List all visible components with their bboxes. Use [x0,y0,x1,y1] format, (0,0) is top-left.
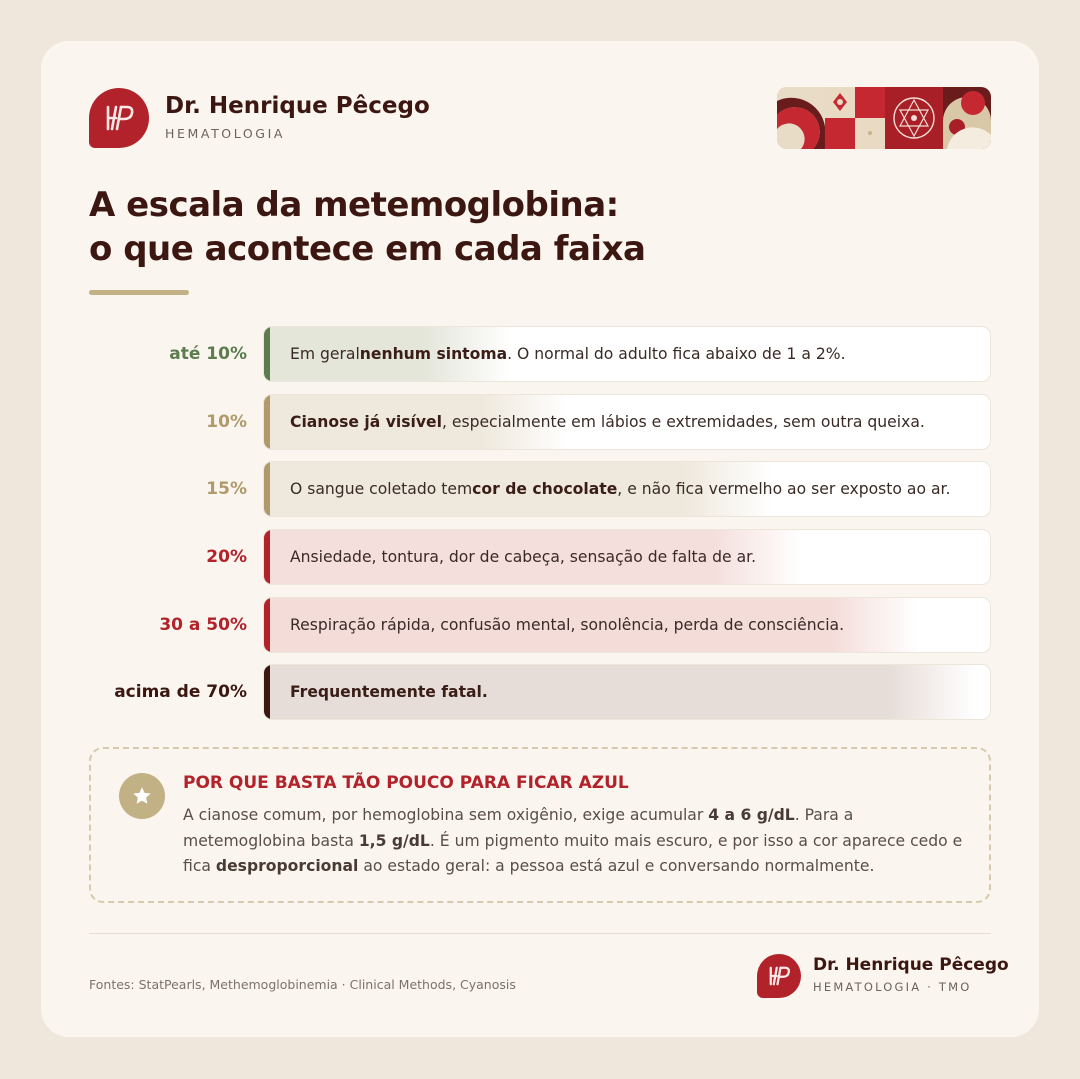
footer-divider [89,933,991,934]
scale-row-label: 20% [206,547,247,567]
footer-logo-icon [757,954,801,998]
scale-text-a: Respiração rápida, confusão mental, sonolência, perda de consciência. [290,616,845,634]
scale-row-description [263,664,991,720]
callout-title: POR QUE BASTA TÃO POUCO PARA FICAR AZUL [183,773,629,793]
scale-text-bold: Frequentemente fatal. [290,683,488,701]
scale-text-b: . O normal do adulto fica abaixo de 1 a 2%. [507,345,846,363]
callout-text-2: . Para a metemoglobina basta [183,806,854,850]
scale-row-label: 15% [206,479,247,499]
brand-name: Dr. Henrique Pêcego [165,93,430,119]
scale-row-label: 10% [206,412,247,432]
decorative-pattern [777,87,991,149]
title-line-1: A escala da metemoglobina: [89,185,619,225]
scale-row [89,664,991,720]
scale-row-label: até 10% [169,344,247,364]
scale-row-description [263,597,991,653]
logo-icon [89,88,149,148]
content-card [41,41,1039,1037]
callout-body [183,803,973,880]
scale-row-description [263,326,991,382]
brand-subtitle: HEMATOLOGIA [165,126,286,141]
scale-row-description [263,394,991,450]
callout-bold-1: 4 a 6 g/dL [708,806,795,824]
callout-bold-3: desproporcional [215,857,359,875]
scale-text-a: O sangue coletado tem [290,480,473,498]
scale-row-label: acima de 70% [114,682,247,702]
title-line-2: o que acontece em cada faixa [89,229,646,269]
title-underline [89,290,189,295]
callout-bold-2: 1,5 g/dL [358,831,430,850]
scale-row [89,597,991,653]
page-title [89,183,645,271]
callout-text-1: A cianose comum, por hemoglobina sem oxigênio, exige acumular [183,806,709,824]
scale-row-label: 30 a 50% [159,615,247,635]
scale-text-bold: Cianose já visível [290,413,442,431]
callout-text-3: . É um pigmento muito mais escuro, e por isso a cor aparece cedo e fica [183,831,963,875]
info-callout [89,747,991,903]
star-icon [119,773,165,819]
scale-text-bold: nenhum sintoma [359,345,508,363]
footer-brand-name: Dr. Henrique Pêcego [813,955,1009,975]
scale-row [89,461,991,517]
scale-row-description [263,529,991,585]
scale-row [89,529,991,585]
footer-brand-subtitle: HEMATOLOGIA · TMO [813,980,972,994]
scale-row [89,326,991,382]
scale-text-a: Em geral [290,345,360,363]
callout-text-4: ao estado geral: a pessoa está azul e conversando normalmente. [358,857,875,875]
scale-text-b: , e não fica vermelho ao ser exposto ao ar. [617,480,951,498]
scale-text-a: Ansiedade, tontura, dor de cabeça, sensação de falta de ar. [290,548,757,566]
scale-row-description [263,461,991,517]
scale-row [89,394,991,450]
scale-text-b: , especialmente em lábios e extremidades, sem outra queixa. [441,413,925,431]
sources-text: Fontes: StatPearls, Methemoglobinemia · Clinical Methods, Cyanosis [89,977,516,992]
scale-text-bold: cor de chocolate [472,480,618,498]
